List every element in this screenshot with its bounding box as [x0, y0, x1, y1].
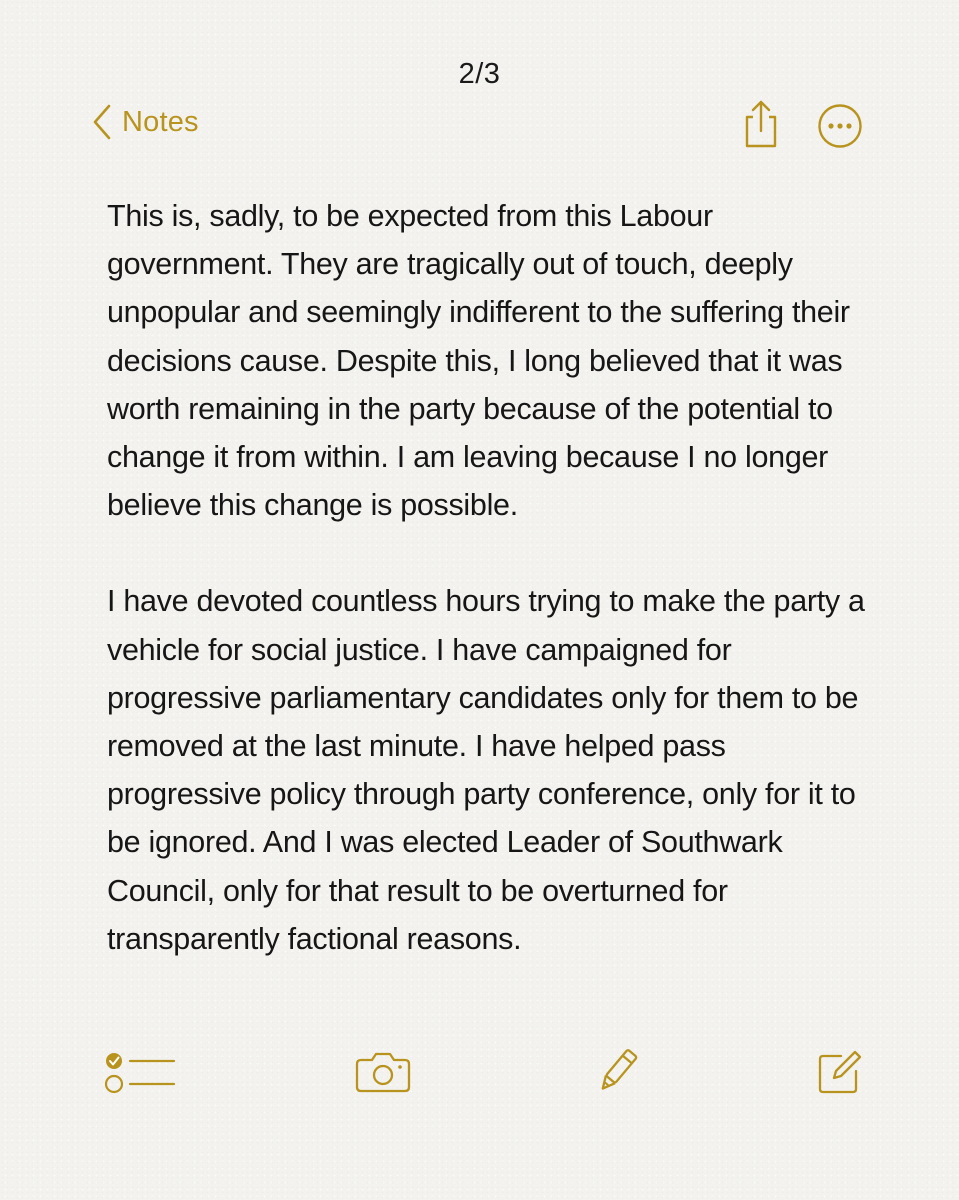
camera-icon — [355, 1051, 411, 1093]
camera-button[interactable] — [355, 1051, 411, 1093]
compose-icon — [817, 1049, 863, 1095]
back-button[interactable] — [92, 104, 199, 140]
note-paragraph: I have devoted countless hours trying to make the party a vehicle for social justice. I have campaigned for progressive parliamentary candidates only for them to be removed at the last minute. I have helped pass progressive policy through party conference, only for it to be ignored. And I was elected Leader of Southwark Council, only for that result to be overturned for transparently factional reasons. — [107, 584, 865, 956]
share-button[interactable] — [740, 100, 782, 150]
page-indicator: 2/3 — [458, 58, 501, 90]
navigation-bar — [92, 100, 872, 156]
bottom-toolbar — [100, 1045, 870, 1105]
back-label: Notes — [122, 105, 199, 138]
share-icon — [740, 137, 782, 154]
checklist-button[interactable] — [104, 1051, 176, 1095]
checklist-icon — [104, 1051, 176, 1095]
chevron-left-icon — [92, 104, 112, 140]
compose-button[interactable] — [817, 1049, 863, 1095]
more-options-icon — [816, 137, 864, 154]
more-options-button[interactable] — [816, 102, 864, 150]
markup-button[interactable] — [590, 1049, 640, 1099]
note-body[interactable] — [107, 192, 867, 1011]
markup-pen-icon — [590, 1049, 640, 1099]
note-paragraph: This is, sadly, to be expected from this Labour government. They are tragically out of touch, deeply unpopular and seemingly indifferent to the suffering their decisions cause. Despite this, I long believed that it was worth remaining in the party because of the potential to change it from within. I am leaving because I no longer believe this change is possible. — [107, 199, 850, 523]
